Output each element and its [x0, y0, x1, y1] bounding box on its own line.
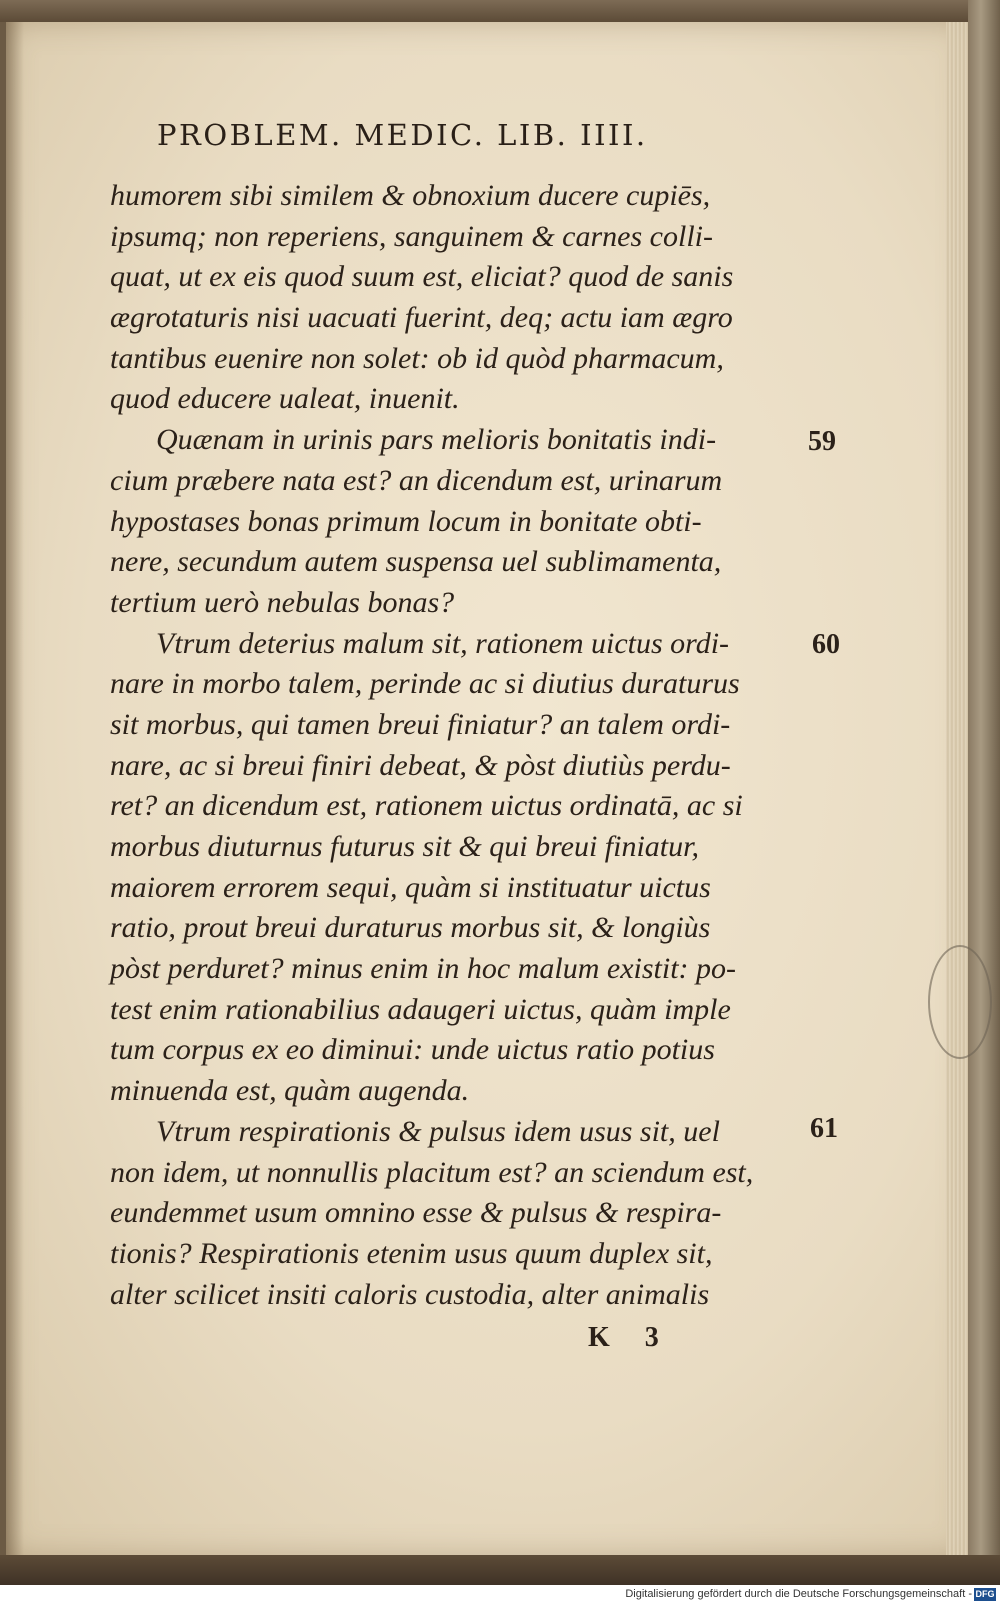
text-line: hypostases bonas primum locum in bonitate obti- — [110, 504, 702, 538]
margin-number: 61 — [810, 1113, 838, 1144]
text-line: maiorem errorem sequi, quàm si instituatur uictus — [110, 870, 711, 904]
text-line: nare, ac si breui finiri debeat, & pòst diutiùs perdu- — [110, 748, 731, 782]
footer-bar — [0, 1585, 1000, 1606]
book-board-top — [0, 0, 1000, 22]
text-line: tertium uerò nebulas bonas? — [110, 585, 455, 619]
text-line: ægrotaturis nisi uacuati fuerint, deq; actu iam ægro — [110, 301, 733, 335]
text-line: nare in morbo talem, perinde ac si diutius duraturus — [110, 667, 740, 701]
text-line: ratio, prout breui duraturus morbus sit, & longiùs — [110, 911, 711, 945]
text-line: minuenda est, quàm augenda. — [110, 1074, 470, 1108]
text-line: cium præbere nata est? an dicendum est, urinarum — [110, 463, 723, 497]
funding-credit: Digitalisierung gefördert durch die Deutsche Forschungsgemeinschaft - — [625, 1588, 972, 1600]
text-line: non idem, ut nonnullis placitum est? an sciendum est, — [110, 1155, 754, 1189]
text-line: tionis? Respirationis etenim usus quum duplex sit, — [110, 1236, 713, 1270]
text-line: quat, ut ex eis quod suum est, eliciat? quod de sanis — [110, 260, 734, 294]
body-text — [110, 176, 765, 1315]
text-line: tum corpus ex eo diminui: unde uictus ratio potius — [110, 1033, 715, 1067]
margin-number: 60 — [812, 629, 840, 660]
text-line: morbus diuturnus futurus sit & qui breui finiatur, — [110, 830, 699, 863]
text-line: test enim rationabilius adaugeri uictus, quàm imple — [110, 992, 731, 1026]
text-line: alter scilicet insiti caloris custodia, alter animalis — [110, 1277, 710, 1311]
clip-mark — [928, 945, 992, 1059]
page-edge — [946, 22, 968, 1557]
margin-number: 59 — [808, 426, 836, 457]
page-gutter-shadow — [6, 22, 24, 1557]
text-line: nere, secundum autem suspensa uel sublimamenta, — [110, 545, 722, 579]
text-line: eundemmet usum omnino esse & pulsus & respira- — [110, 1196, 722, 1230]
signature-mark: K 3 — [588, 1322, 673, 1353]
text-line: sit morbus, qui tamen breui finiatur? an talem ordi- — [110, 707, 731, 741]
text-line: pòst perduret? minus enim in hoc malum existit: po- — [110, 952, 737, 986]
text-line: tantibus euenire non solet: ob id quòd pharmacum, — [110, 341, 724, 375]
text-line: Vtrum deterius malum sit, rationem uictus ordi- — [156, 626, 730, 660]
text-line: ret? an dicendum est, rationem uictus ordinatā, ac si — [110, 789, 743, 823]
book-board-bottom — [0, 1555, 1000, 1585]
text-line: quod educere ualeat, inuenit. — [110, 382, 460, 416]
text-line: ipsumq; non reperiens, sanguinem & carnes colli- — [110, 219, 713, 253]
dfg-logo: DFG — [975, 1589, 995, 1599]
text-line: Vtrum respirationis & pulsus idem usus sit, uel — [156, 1114, 720, 1148]
running-head: PROBLEM. MEDIC. LIB. IIII. — [157, 118, 648, 152]
text-line: humorem sibi similem & obnoxium ducere cupiēs, — [110, 179, 711, 212]
text-line: Quænam in urinis pars melioris bonitatis indi- — [156, 423, 717, 457]
book-board-right — [968, 0, 1000, 1585]
